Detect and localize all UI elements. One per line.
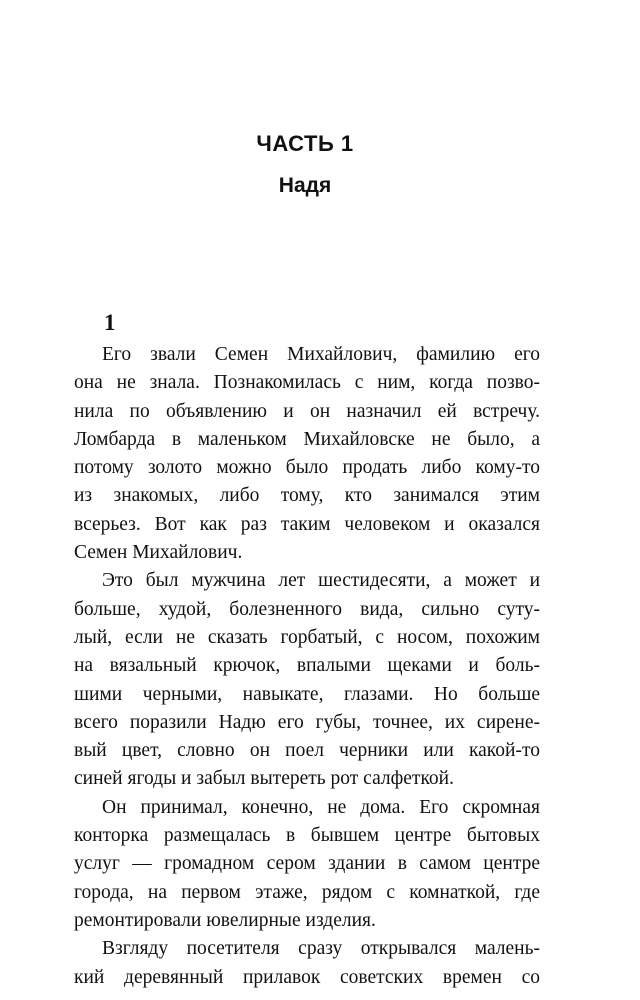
text-line: ремонтировали ювелирные изделия. (74, 909, 376, 931)
text-line: нила по объявлению и он назначил ей встречу. (74, 400, 540, 422)
text-line: Семен Михайлович. (74, 542, 243, 564)
text-line: кий деревянный прилавок советских времен со (74, 966, 540, 988)
text-line: услуг — громадном сером здании в самом центре (74, 853, 540, 875)
text-line: лый, если не сказать горбатый, с носом, похожим (74, 626, 540, 648)
part-title: ЧАСТЬ 1 (256, 131, 354, 156)
text-line: города, на первом этаже, рядом с комнаткой, где (74, 881, 540, 903)
text-line: на вязальный крючок, впалыми щеками и боль- (74, 655, 540, 677)
text-line: шими черными, навыкате, глазами. Но больше (74, 683, 540, 705)
text-line: больше, худой, болезненного вида, сильно суту- (74, 598, 540, 620)
text-line: конторка размещалась в бывшем центре бытовых (74, 825, 540, 847)
text-line: из знакомых, либо тому, кто занимался этим (74, 485, 540, 507)
text-line: Его звали Семен Михайлович, фамилию его (102, 344, 540, 365)
text-line: Ломбарда в маленьком Михайловске не было, а (74, 428, 540, 450)
text-line: Это был мужчина лет шестидесяти, а может и (102, 570, 540, 592)
text-line: вый цвет, словно он поел черники или какой-то (74, 740, 540, 762)
body-text (74, 341, 540, 992)
text-line: всего поразили Надю его губы, точнее, их сирене- (74, 711, 540, 733)
chapter-number: 1 (104, 310, 116, 335)
text-line: Он принимал, конечно, не дома. Его скромная (102, 796, 540, 818)
text-line: синей ягоды и забыл вытереть рот салфеткой. (74, 768, 454, 790)
text-line: Взгляду посетителя сразу открывался малень- (102, 938, 540, 960)
text-line: всерьез. Вот как раз таким человеком и оказался (74, 513, 540, 535)
text-line: потому золото можно было продать либо кому-то (74, 457, 540, 479)
part-subtitle: Надя (278, 174, 332, 197)
text-line: она не знала. Познакомилась с ним, когда позво- (74, 372, 540, 394)
